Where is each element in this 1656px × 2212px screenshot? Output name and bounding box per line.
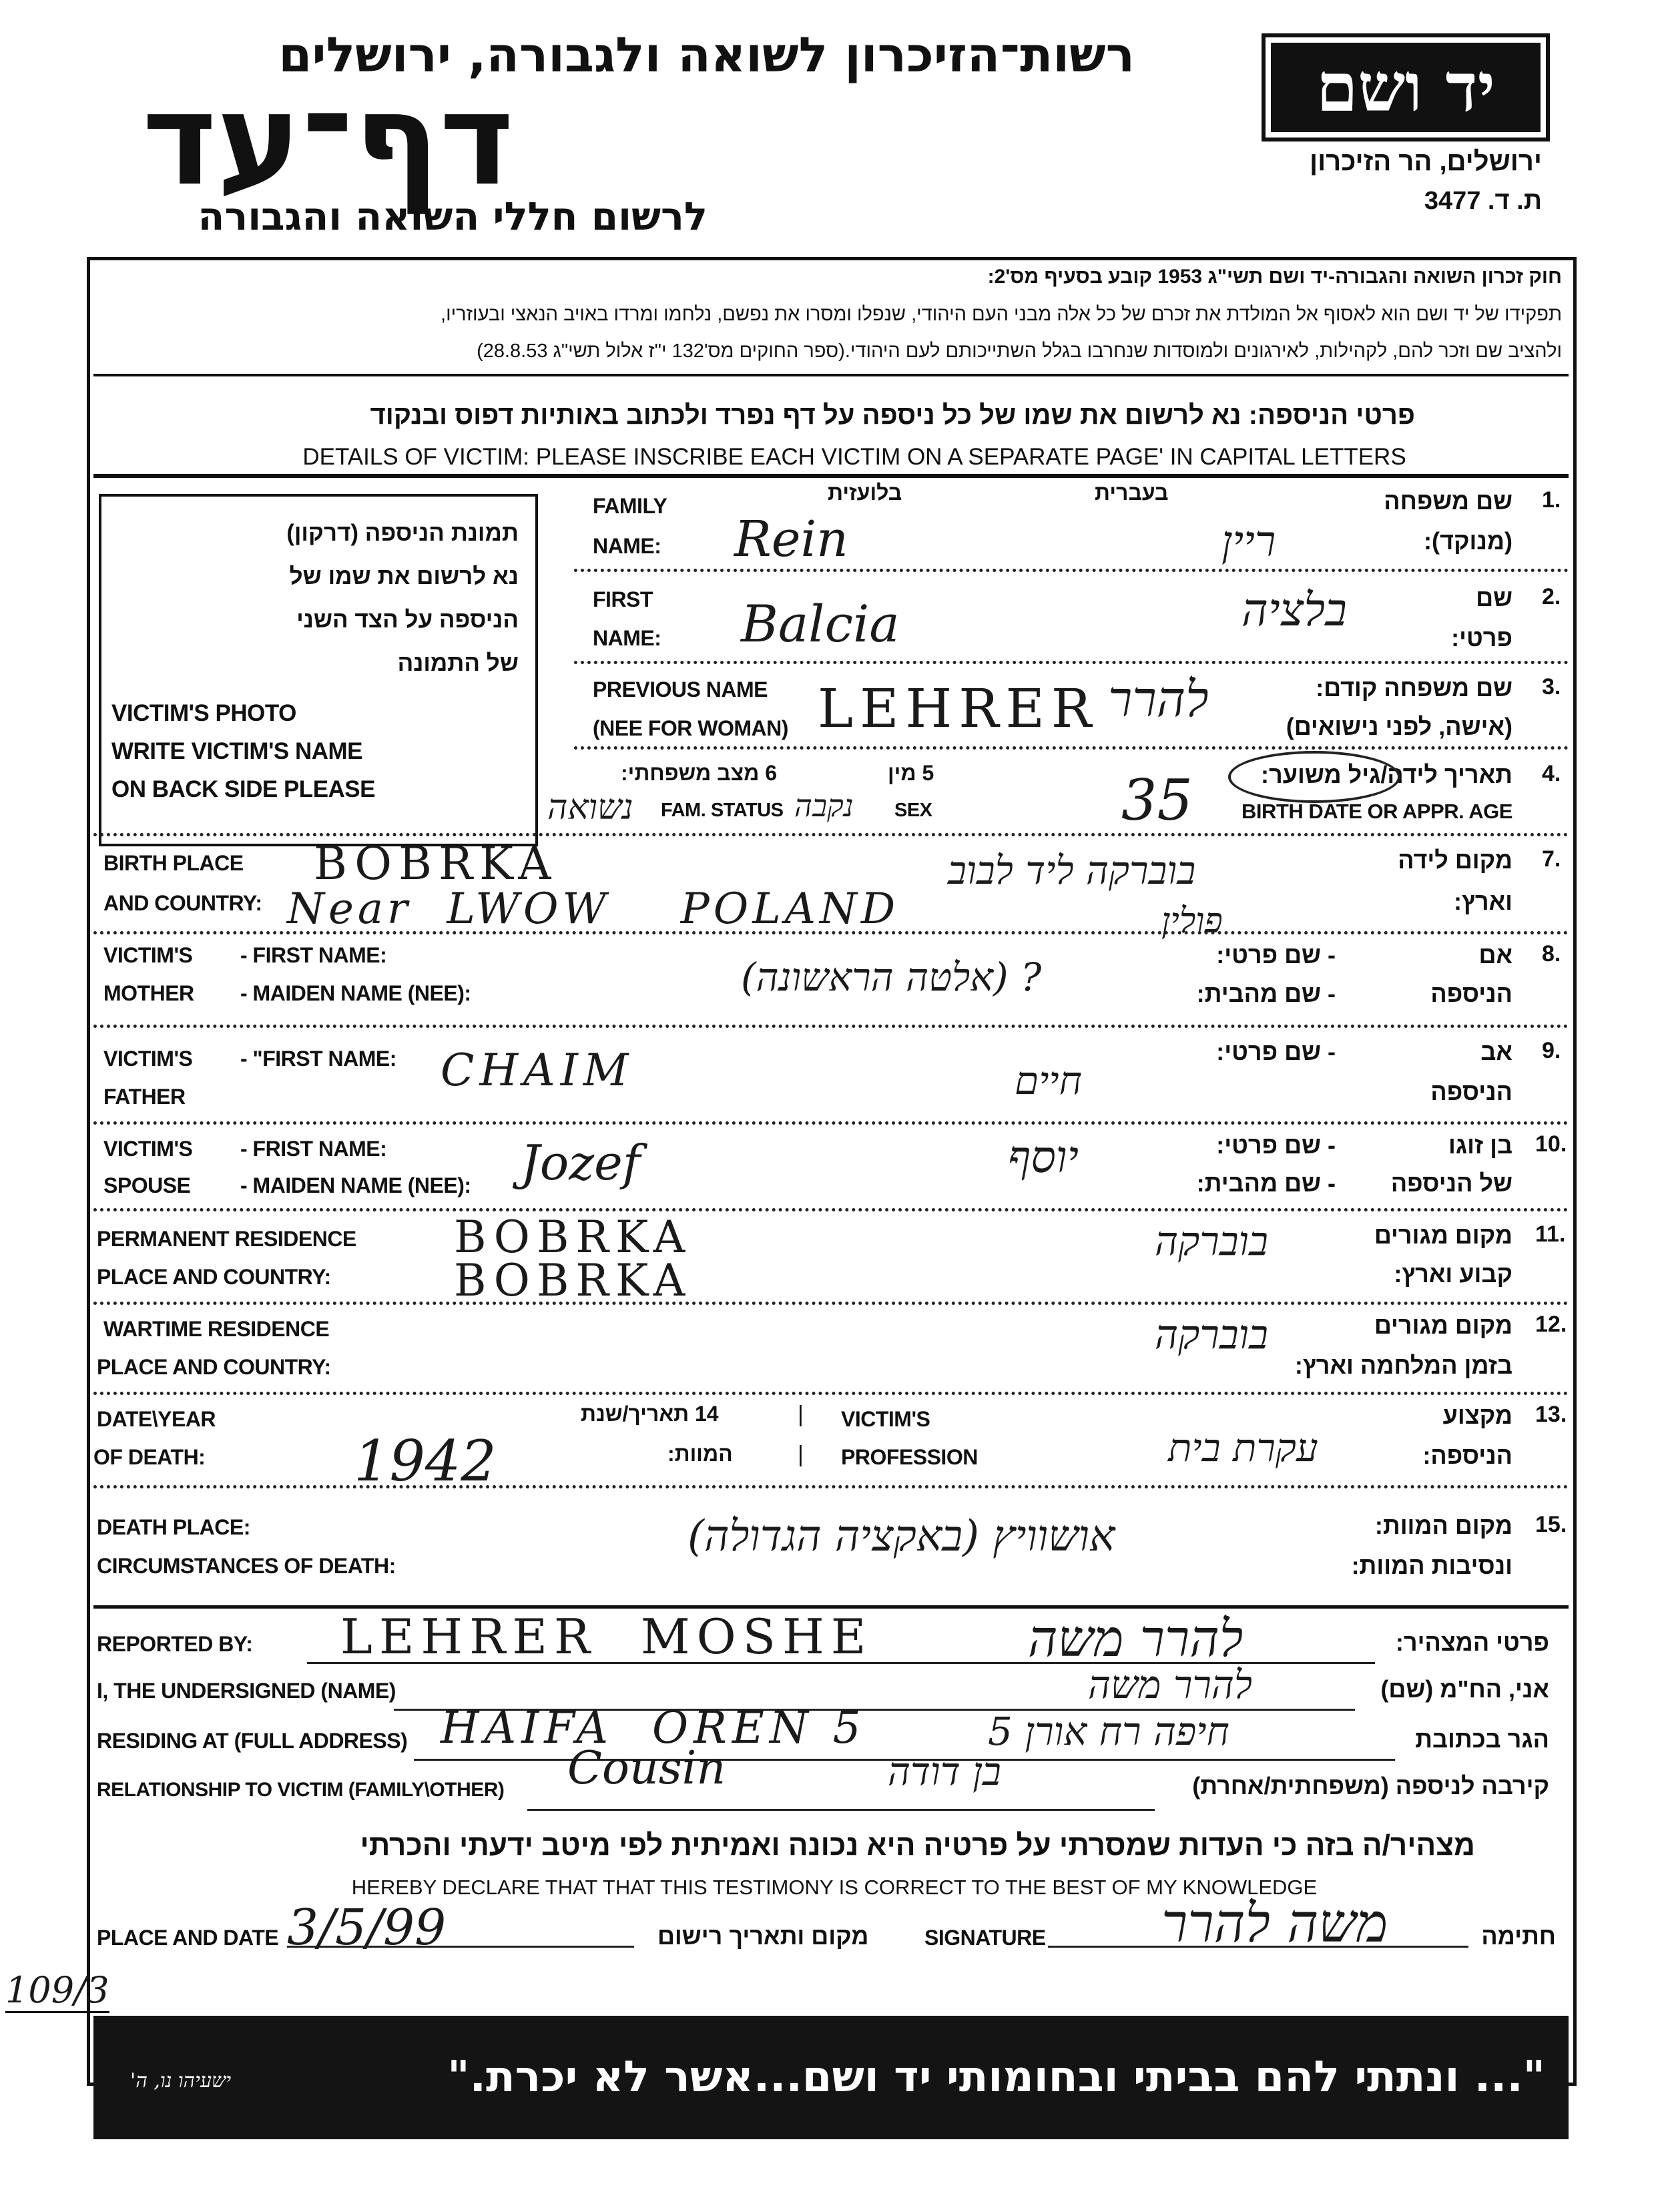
col-head-latin: בלועזית bbox=[828, 481, 902, 505]
field-10-value-latin[interactable]: Jozef bbox=[521, 1135, 641, 1191]
reporter-rel-value-hebrew[interactable]: בן דודה bbox=[888, 1749, 1001, 1794]
field-9-value-hebrew[interactable]: חיים bbox=[1015, 1058, 1082, 1103]
instructions-separator bbox=[93, 474, 1569, 478]
instructions-english: DETAILS OF VICTIM: PLEASE INSCRIBE EACH VICTIM ON A SEPARATE PAGE' IN CAPITAL LETTERS bbox=[302, 444, 1406, 470]
header-po-box: ת. ד. 3477 bbox=[1424, 187, 1542, 215]
field-4-age-circle bbox=[1228, 751, 1400, 803]
field-12-he-1: מקום מגורים bbox=[1374, 1312, 1512, 1339]
photo-he-1: תמונת הניספה (דרקון) bbox=[286, 520, 519, 546]
field-2-divider bbox=[574, 661, 1569, 664]
field-13-en-prof-1: VICTIM'S bbox=[841, 1407, 930, 1431]
reporter-i-en: I, THE UNDERSIGNED (NAME) bbox=[97, 1679, 396, 1703]
field-4-en-1: BIRTH DATE OR APPR. AGE bbox=[1241, 800, 1512, 823]
field-3-value-latin[interactable]: LEHRER bbox=[818, 677, 1099, 740]
field-13-divider bbox=[93, 1485, 1569, 1488]
field-15-value[interactable]: אושוויץ (באקציה הגדולה) bbox=[687, 1512, 1115, 1561]
field-7-divider bbox=[93, 931, 1569, 934]
field-4-sex-he: 5 מין bbox=[888, 761, 934, 785]
field-8-en-1: VICTIM'S bbox=[103, 943, 193, 967]
field-4-sex-en: SEX bbox=[894, 800, 932, 821]
field-12-en-1: WARTIME RESIDENCE bbox=[103, 1317, 330, 1341]
field-2-he-1: שם bbox=[1476, 584, 1512, 611]
reporter-rel-en: RELATIONSHIP TO VICTIM (FAMILY\OTHER) bbox=[97, 1779, 505, 1801]
field-11-number: 11. bbox=[1535, 1221, 1566, 1247]
field-10-en-sub-2: - MAIDEN NAME (NEE): bbox=[240, 1173, 471, 1197]
declaration-hebrew: מצהיר/ה בזה כי העדות שמסרתי על פרטיה היא נכונה ואמיתית לפי מיטב ידעתי והכרתי bbox=[360, 1829, 1475, 1862]
field-7-number: 7. bbox=[1542, 846, 1561, 872]
field-10-he-2: של הניספה bbox=[1390, 1169, 1512, 1197]
field-13-value-year[interactable]: 1942 bbox=[354, 1428, 497, 1494]
field-3-value-hebrew[interactable]: להרר bbox=[1108, 671, 1209, 728]
field-8-en-2: MOTHER bbox=[103, 981, 194, 1005]
field-13-en-prof-2: PROFESSION bbox=[841, 1445, 978, 1469]
photo-he-4: של התמונה bbox=[397, 650, 519, 676]
reporter-rel-line bbox=[527, 1809, 1155, 1811]
field-4-fam-en: FAM. STATUS bbox=[661, 800, 784, 821]
footer-source: ישעיהו נו, ה' bbox=[130, 2069, 232, 2093]
field-10-en-1: VICTIM'S bbox=[103, 1137, 193, 1161]
field-7-he-2: וארץ: bbox=[1454, 888, 1512, 915]
reporter-res-he: הגר בכתובת bbox=[1415, 1725, 1549, 1753]
field-4-number: 4. bbox=[1542, 761, 1561, 786]
field-7-en-1: BIRTH PLACE bbox=[103, 851, 244, 875]
margin-note: 109/3 bbox=[5, 1969, 109, 2013]
field-1-value-hebrew[interactable]: ריין bbox=[1221, 517, 1276, 567]
field-8-en-sub-1: - FIRST NAME: bbox=[240, 943, 387, 967]
reporter-by-value-latin[interactable]: LEHRER MOSHE bbox=[340, 1609, 873, 1665]
field-13-value-profession[interactable]: עקרת בית bbox=[1168, 1425, 1318, 1470]
field-11-value-latin-2[interactable]: BOBRKA bbox=[454, 1255, 692, 1306]
reporter-by-he: פרטי המצהיר: bbox=[1395, 1629, 1549, 1656]
field-15-number: 15. bbox=[1535, 1512, 1567, 1537]
signature-value[interactable]: משה להרר bbox=[1161, 1892, 1388, 1954]
field-13-he-date-1: 14 תאריך/שנת bbox=[581, 1402, 719, 1426]
footer-quote: "... ונתתי להם בביתי ובחומותי יד ושם...אשר לא יכרת." bbox=[447, 2052, 1545, 2102]
field-15-en-1: DEATH PLACE: bbox=[97, 1515, 250, 1539]
field-7-value-latin-2[interactable]: Near LWOW POLAND bbox=[287, 884, 900, 934]
reporter-res-value-latin[interactable]: HAIFA OREN 5 bbox=[441, 1702, 866, 1753]
field-2-number: 2. bbox=[1542, 584, 1561, 609]
field-12-he-2: בזמן המלחמה וארץ: bbox=[1294, 1352, 1512, 1379]
field-7-en-2: AND COUNTRY: bbox=[103, 891, 262, 915]
field-9-value-latin[interactable]: CHAIM bbox=[441, 1045, 634, 1096]
field-8-he-1: אם bbox=[1478, 941, 1512, 969]
law-separator bbox=[93, 374, 1569, 376]
field-13-number: 13. bbox=[1535, 1402, 1567, 1427]
field-7-value-latin-1[interactable]: BOBRKA bbox=[314, 838, 558, 890]
field-1-en-2: NAME: bbox=[593, 534, 661, 558]
field-7-value-hebrew-1[interactable]: בוברקה ליד לבוב bbox=[948, 848, 1196, 893]
field-2-value-latin[interactable]: Balcia bbox=[741, 594, 900, 653]
photo-he-3: הניספה על הצד השני bbox=[296, 607, 519, 633]
field-2-en-2: NAME: bbox=[593, 626, 661, 650]
field-11-value-hebrew[interactable]: בוברקה bbox=[1155, 1218, 1268, 1265]
field-1-he-1: שם משפחה bbox=[1384, 487, 1512, 515]
field-3-divider bbox=[574, 746, 1569, 750]
photo-en-1: VICTIM'S PHOTO bbox=[111, 700, 296, 726]
place-date-line bbox=[287, 1946, 634, 1948]
field-2-he-2: פרטי: bbox=[1451, 624, 1512, 651]
field-1-divider bbox=[574, 569, 1569, 572]
field-10-en-sub-1: - FRIST NAME: bbox=[240, 1137, 387, 1161]
logo-text: יד ושם bbox=[1316, 48, 1495, 127]
yad-vashem-logo bbox=[1262, 33, 1550, 142]
field-11-en-1: PERMANENT RESIDENCE bbox=[97, 1227, 356, 1251]
reporter-i-value[interactable]: להרר משה bbox=[1088, 1662, 1252, 1707]
field-7-value-hebrew-2[interactable]: פולין bbox=[1161, 901, 1223, 941]
field-2-en-1: FIRST bbox=[593, 587, 653, 611]
field-4-divider bbox=[93, 833, 1569, 836]
field-3-he-1: שם משפחה קודם: bbox=[1316, 674, 1512, 702]
signature-en: SIGNATURE bbox=[924, 1926, 1046, 1950]
field-8-number: 8. bbox=[1542, 941, 1561, 966]
field-7-he-1: מקום לידה bbox=[1398, 846, 1512, 874]
field-9-divider bbox=[93, 1121, 1569, 1125]
field-4-value-age[interactable]: 35 bbox=[1121, 768, 1193, 833]
law-line-3: ולהציב שם וזכר להם, לקהילות, לאירגונים ולמוסדות שנחרבו בגלל השתייכותם לעם היהודי.(ספר החוקים מס'132 י"ז אלול תשי"ג 28.8.53) bbox=[477, 340, 1562, 362]
place-date-he: מקום ותאריך רישום bbox=[657, 1922, 869, 1950]
field-9-en-2: FATHER bbox=[103, 1085, 186, 1109]
field-13-he-2: הניספה: bbox=[1422, 1442, 1512, 1469]
field-1-number: 1. bbox=[1542, 487, 1561, 513]
photo-he-2: נא לרשום את שמו של bbox=[289, 563, 519, 589]
field-10-en-2: SPOUSE bbox=[103, 1173, 191, 1197]
field-11-divider bbox=[93, 1302, 1569, 1305]
field-10-divider bbox=[93, 1208, 1569, 1211]
field-11-he-1: מקום מגורים bbox=[1374, 1221, 1512, 1249]
form-title: דף־עד bbox=[142, 66, 514, 214]
field-1-value-latin[interactable]: Rein bbox=[734, 511, 848, 568]
field-9-en-1: VICTIM'S bbox=[103, 1047, 193, 1071]
field-4-value-sex[interactable]: נקבה bbox=[794, 788, 854, 824]
field-11-he-2: קבוע וארץ: bbox=[1394, 1260, 1512, 1288]
instructions-hebrew: פרטי הניספה: נא לרשום את שמו של כל ניספה על דף נפרד ולכתוב באותיות דפוס ובנקוד bbox=[370, 400, 1415, 430]
field-4-value-fam[interactable]: נשואה bbox=[547, 788, 633, 828]
field-8-en-sub-2: - MAIDEN NAME (NEE): bbox=[240, 981, 471, 1005]
field-15-en-2: CIRCUMSTANCES OF DEATH: bbox=[97, 1554, 396, 1578]
reporter-rel-he: קירבה לניספה (משפחתית/אחרת) bbox=[1192, 1772, 1549, 1800]
field-13-en-2: OF DEATH: bbox=[93, 1445, 206, 1469]
header-address: ירושלים, הר הזיכרון bbox=[1310, 147, 1542, 176]
field-9-he-1: אב bbox=[1480, 1038, 1512, 1065]
reporter-res-en: RESIDING AT (FULL ADDRESS) bbox=[97, 1729, 408, 1753]
law-line-1: חוק זכרון השואה והגבורה-יד ושם תשי"ג 1953 קובע בסעיף מס'2: bbox=[987, 266, 1562, 288]
field-12-en-2: PLACE AND COUNTRY: bbox=[97, 1355, 331, 1379]
field-3-en-2: (NEE FOR WOMAN) bbox=[593, 716, 788, 740]
field-2-value-hebrew[interactable]: בלציה bbox=[1241, 584, 1347, 637]
field-9-en-sub-1: - "FIRST NAME: bbox=[240, 1047, 396, 1071]
field-9-number: 9. bbox=[1542, 1038, 1561, 1063]
field-8-he-2: הניספה bbox=[1430, 980, 1512, 1007]
declaration-english: HEREBY DECLARE THAT THAT THIS TESTIMONY IS CORRECT TO THE BEST OF MY KNOWLEDGE bbox=[351, 1876, 1318, 1899]
field-13-en-1: DATE\YEAR bbox=[97, 1407, 216, 1431]
field-11-en-2: PLACE AND COUNTRY: bbox=[97, 1265, 331, 1289]
field-8-sub-1: - שם פרטי: bbox=[1216, 941, 1336, 969]
field-15-he-1: מקום המוות: bbox=[1374, 1512, 1512, 1539]
field-8-value[interactable]: ? (אלטה הראשונה) bbox=[741, 954, 1042, 1000]
field-10-sub-2: - שם מהבית: bbox=[1196, 1169, 1336, 1197]
law-line-2: תפקידו של יד ושם הוא לאסוף אל המולדת את זכרם של כל אלה מבני העם היהודי, שנפלו ומסרו את נפשם, נלחמו ומרדו באויב הנאצי ובעוזריו, bbox=[441, 304, 1562, 325]
signature-he: חתימה bbox=[1481, 1922, 1556, 1950]
field-13-sep-1: | bbox=[798, 1402, 804, 1427]
photo-en-3: ON BACK SIDE PLEASE bbox=[111, 776, 375, 802]
place-date-value[interactable]: 3/5/99 bbox=[287, 1899, 447, 1956]
field-3-en-1: PREVIOUS NAME bbox=[593, 677, 768, 702]
field-13-he-date-2: המוות: bbox=[667, 1442, 733, 1466]
form-subtitle: לרשום חללי השואה והגבורה bbox=[198, 194, 708, 239]
field-12-value-hebrew[interactable]: בוברקה bbox=[1155, 1312, 1268, 1358]
field-8-divider bbox=[93, 1025, 1569, 1028]
field-4-he-1: תאריך לידה/גיל משוער: bbox=[1261, 761, 1512, 788]
field-10-number: 10. bbox=[1535, 1131, 1567, 1157]
field-12-number: 12. bbox=[1535, 1312, 1567, 1337]
photo-en-2: WRITE VICTIM'S NAME bbox=[111, 738, 363, 764]
org-line: רשות־הזיכרון לשואה ולגבורה, ירושלים bbox=[278, 27, 1135, 83]
reporter-by-value-hebrew[interactable]: להרר משה bbox=[1028, 1609, 1244, 1668]
field-4-fam-he: 6 מצב משפחתי: bbox=[621, 761, 778, 785]
field-9-he-2: הניספה bbox=[1430, 1078, 1512, 1105]
field-1-he-2: (מנוקד): bbox=[1424, 527, 1512, 555]
field-13-sep-2: | bbox=[798, 1442, 804, 1467]
field-10-value-hebrew[interactable]: יוסף bbox=[1008, 1131, 1079, 1183]
field-9-sub-1: - שם פרטי: bbox=[1216, 1038, 1336, 1065]
field-3-he-2: (אישה, לפני נישואים) bbox=[1286, 713, 1512, 740]
photo-box bbox=[99, 494, 538, 846]
field-8-sub-2: - שם מהבית: bbox=[1196, 980, 1336, 1007]
field-11-value-latin-1[interactable]: BOBRKA bbox=[454, 1211, 692, 1263]
col-head-hebrew: בעברית bbox=[1095, 481, 1169, 505]
footer-bar bbox=[93, 2016, 1569, 2139]
place-date-en: PLACE AND DATE bbox=[97, 1926, 279, 1950]
field-3-number: 3. bbox=[1542, 674, 1561, 700]
field-13-he-1: מקצוע bbox=[1442, 1402, 1512, 1429]
field-12-divider bbox=[93, 1392, 1569, 1395]
reporter-rel-value-latin[interactable]: Cousin bbox=[567, 1742, 726, 1795]
reporter-by-en: REPORTED BY: bbox=[97, 1632, 253, 1656]
reporter-i-he: אני, הח"מ (שם) bbox=[1380, 1675, 1549, 1703]
field-10-he-1: בן זוגו bbox=[1448, 1131, 1512, 1159]
reporter-res-value-hebrew[interactable]: חיפה רח אורן 5 bbox=[988, 1709, 1229, 1754]
field-1-en-1: FAMILY bbox=[593, 494, 667, 518]
field-15-he-2: ונסיבות המוות: bbox=[1351, 1552, 1512, 1579]
field-10-sub-1: - שם פרטי: bbox=[1216, 1131, 1336, 1159]
